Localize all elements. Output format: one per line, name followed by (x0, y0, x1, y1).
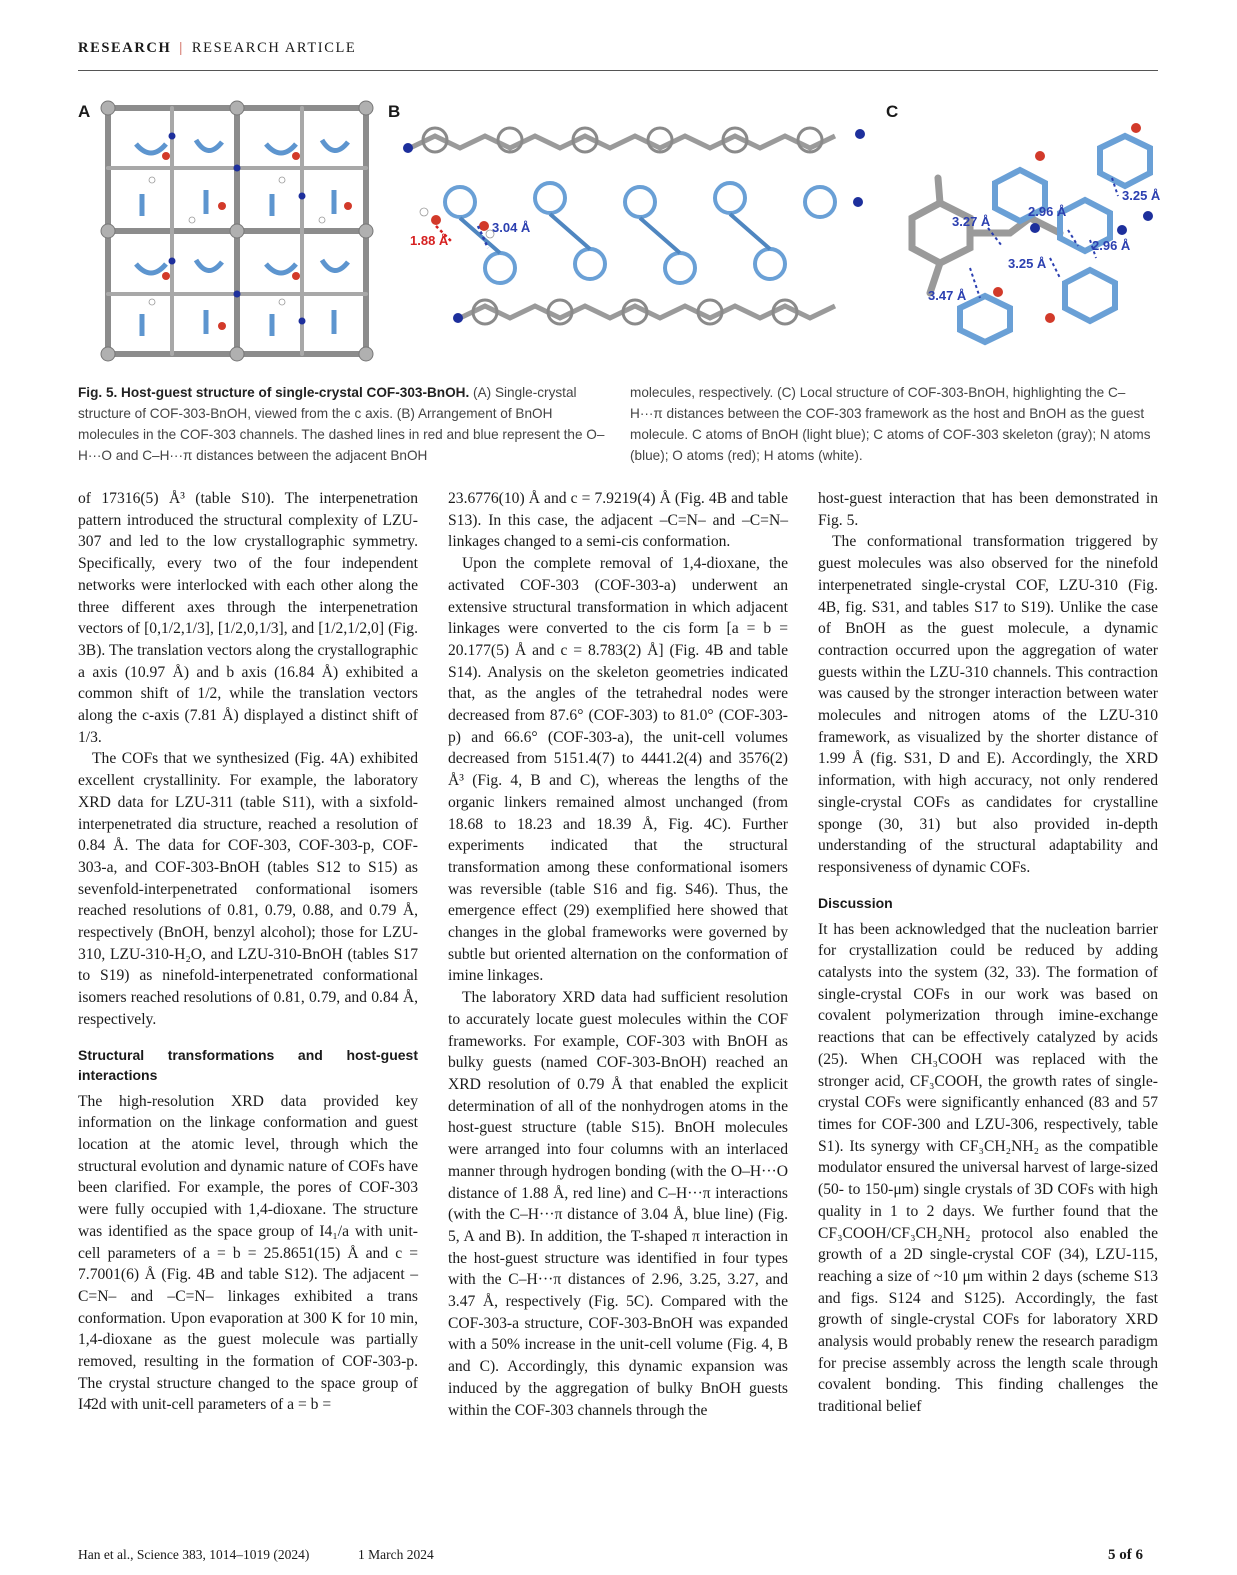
figure-panel-c-local-structure (900, 118, 1170, 358)
section-heading-structural: Structural transformations and host-guest interactions (78, 1046, 418, 1083)
annotation-c-3: 3.25 Å (1122, 188, 1161, 203)
col2-paragraph-3: The laboratory XRD data had sufficient resolution to accurately locate guest molecules within the COF frameworks. For example, COF-303 with BnOH as bulky guests (named COF-303-BnOH) reached an XRD resolution of 0.79 Å that enabled the explicit determination of all of the nonhydrogen atoms in the host-guest structure (table S15). BnOH molecules were arranged into four columns with an interlaced manner through hydrogen bonding (with the O–H···O distance of 1.88 Å, red line) and C–H···π interactions (with the C–H···π distance of 3.04 Å, blue line) (Fig. 5, A and B). In addition, the T-shaped π interaction in the host-guest structure was identified in four types with the C–H···π distances of 2.96, 3.25, 3.27, and 3.47 Å, respectively (Fig. 5C). Compared with the COF-303-a structure, COF-303-BnOH was expanded with a 50% increase in the unit-cell volume (Fig. 4, B and C). Accordingly, this dynamic expansion was induced by the aggregation of bulky BnOH guests within the COF-303 channels through the (448, 989, 788, 1419)
col1-paragraph-1: of 17316(5) Å³ (table S10). The interpenetration pattern introduced the structural complexity of LZU-307 and led to the low crystallographic symmetry. Specifically, every two of the four independent networks were interlocked with each other along the three different axes through the interpenetration vectors of [0,1/2,1/3], [1/2,0,1/3], and [1/2,1/2,0] (Fig. 3B). The translation vectors along the crystallographic a axis (10.97 Å) and b axis (16.84 Å) exhibited a common shift of 1/2, while the translation vectors along the c-axis (7.81 Å) displayed a distinct shift of 1/3. (78, 490, 418, 746)
figure-caption-right: molecules, respectively. (C) Local structure of COF-303-BnOH, highlighting the C–H···π distances between the COF-303 framework as the host and BnOH as the guest molecule. C atoms of BnOH (light blue); C atoms of COF-303 skeleton (gray); N atoms (blue); O atoms (red); H atoms (white). (630, 385, 1151, 463)
header-rule (78, 70, 1158, 71)
figure-caption-left (78, 382, 606, 466)
figure-panel-b-arrangement (400, 108, 866, 340)
annotation-c-4: 2.96 Å (1092, 238, 1131, 253)
annotation-c-1: 3.27 Å (952, 214, 991, 229)
panel-label-b: B (388, 102, 401, 121)
footer-citation: Han et al., Science 383, 1014–1019 (2024) (78, 1547, 310, 1562)
col1-paragraph-3: The high-resolution XRD data provided key information on the linkage conformation and guest location at the atomic level, through which the structural evolution and dynamic nature of COFs have been clarified. For example, the pores of COF-303 were fully occupied with 1,4-dioxane. The structure was identified as the space group of I4₁/a with unit-cell parameters of a = b = 25.8651(15) Å and c = 7.7001(6) Å (Fig. 4B and table S12). The adjacent –C=N– and –C=N– linkages exhibited a trans conformation. Upon evaporation at 300 K for 10 min, 1,4-dioxane as the guest molecule was partially removed, resulting in the formation of COF-303-p. The crystal structure changed to the space group of I4̄2d with unit-cell parameters of a = b = (78, 1092, 418, 1414)
header-type: RESEARCH ARTICLE (191, 40, 357, 56)
column-1 (78, 488, 418, 1416)
figure-panel-a-structure (96, 96, 378, 366)
footer-page-number: 5 of 6 (1108, 1547, 1143, 1563)
header-section: RESEARCH (78, 40, 172, 56)
annotation-blue-distance: 3.04 Å (492, 220, 531, 235)
annotation-red-distance: 1.88 Å (410, 233, 449, 248)
annotation-c-5: 3.25 Å (1008, 256, 1047, 271)
col3-paragraph-3: It has been acknowledged that the nucleation barrier for crystallization could be reduced by adding catalysts into the system (32, 33). The formation of single-crystal COFs in our work was based on covalent polymerization through imine-exchange reactions that can be effectively catalyzed by acids (25). When CH₃COOH was replaced with the stronger acid, CF₃COOH, the growth rates of single-crystal COFs were significantly enhanced (83 and 57 times for COF-300 and LZU-306, respectively, table S1). Its synergy with CF₃CH₂NH₂ as the compatible modulator ensured the universal harvest of large-sized (50- to 150-μm) single crystals of 3D COFs with high quality in 1 to 2 days. We further found that the CF₃COOH/CF₃CH₂NH₂ protocol also enabled the growth of a 2D single-crystal COF (34), LZU-115, reaching a size of ~10 μm within 2 days (scheme S13 and figs. S124 and S125). Accordingly, the fast growth of single-crystal COFs for laboratory XRD analysis would probably renew the research paradigm for precise assembly across the length scale through covalent bonding. This finding challenges the traditional belief (818, 920, 1158, 1416)
column-2 (448, 488, 788, 1421)
column-3 (818, 488, 1158, 1418)
panel-label-c: C (886, 102, 899, 121)
annotation-c-6: 3.47 Å (928, 288, 967, 303)
col2-paragraph-2: Upon the complete removal of 1,4-dioxane, the activated COF-303 (COF-303-a) underwent an extensive structural transformation in which adjacent linkages were converted to the cis form [a = b = 20.177(5) Å and c = 8.783(2) Å] (Fig. 4B and table S14). Analysis on the skeleton geometries indicated that, as the angles of the tetrahedral nodes were decreased from 87.6° (COF-303) to 81.0° (COF-303-p) and 66.6° (COF-303-a), the unit-cell volumes decreased from 5151.4(7) to 4441.2(4) and 3576(2) Å³ (Fig. 4, B and C), whereas the lengths of the organic linkers remained almost unchanged (from 18.68 to 18.23 and 18.39 Å, Fig. 4C). Further experiments indicated that the structural transformation among these conformational isomers was reversible (table S16 and fig. S46). Thus, the emergence effect (29) exemplified here showed that changes in the global frameworks were governed by subtle but oriented alternation on the conformation of imine linkages. (448, 555, 788, 985)
figure-caption-left-text: (A) Single-crystal structure of COF-303-BnOH, viewed from the c axis. (B) Arrangement of BnOH molecules in the COF-303 channels. The dashed lines in red and blue represent the O–H···O and C–H···π distances between the adjacent BnOH (78, 385, 605, 463)
header-separator: | (179, 40, 184, 56)
panel-label-a: A (78, 102, 91, 121)
col3-paragraph-1: host-guest interaction that has been demonstrated in Fig. 5. (818, 490, 1158, 529)
col3-paragraph-2: The conformational transformation triggered by guest molecules was also observed for the ninefold interpenetrated single-crystal COF, LZU-310 (Fig. 4B, fig. S31, and tables S17 to S19). Unlike the case of BnOH as the guest molecule, a dynamic contraction occurred upon the aggregation of water guests within the LZU-310 channels. This contraction was caused by the stronger interaction between water molecules and nitrogen atoms of the LZU-310 framework, as visualized by the shorter distance of 1.99 Å (fig. S31, D and E). Accordingly, the XRD information, with high accuracy, not only rendered single-crystal COFs as candidates for crystalline sponge (30, 31) but also provided in-depth understanding of the structural adaptability and responsiveness of dynamic COFs. (818, 533, 1158, 876)
footer-date: 1 March 2024 (358, 1547, 434, 1562)
col1-paragraph-2: The COFs that we synthesized (Fig. 4A) exhibited excellent crystallinity. For example, the laboratory XRD data for LZU-311 (table S11), with a sixfold-interpenetrated dia structure, reached a resolution of 0.84 Å. The data for COF-303, COF-303-p, COF-303-a, and COF-303-BnOH (tables S12 to S15) as sevenfold-interpenetrated conformational isomers reached resolutions of 0.81, 0.79, 0.88, and 0.79 Å, respectively (BnOH, benzyl alcohol); those for LZU-310, LZU-310-H₂O, and LZU-310-BnOH (tables S17 to S19) as ninefold-interpenetrated conformational isomers reached resolutions of 0.81, 0.79, and 0.84 Å, respectively. (78, 750, 418, 1028)
running-header (78, 40, 1158, 57)
section-heading-discussion: Discussion (818, 894, 893, 911)
figure-caption-title: Fig. 5. Host-guest structure of single-crystal COF-303-BnOH. (78, 385, 470, 400)
annotation-c-2: 2.96 Å (1028, 204, 1067, 219)
col2-paragraph-1: 23.6776(10) Å and c = 7.9219(4) Å (Fig. 4B and table S13). In this case, the adjacent –C=N– and –C=N– linkages changed to a semi-cis conformation. (448, 490, 788, 551)
